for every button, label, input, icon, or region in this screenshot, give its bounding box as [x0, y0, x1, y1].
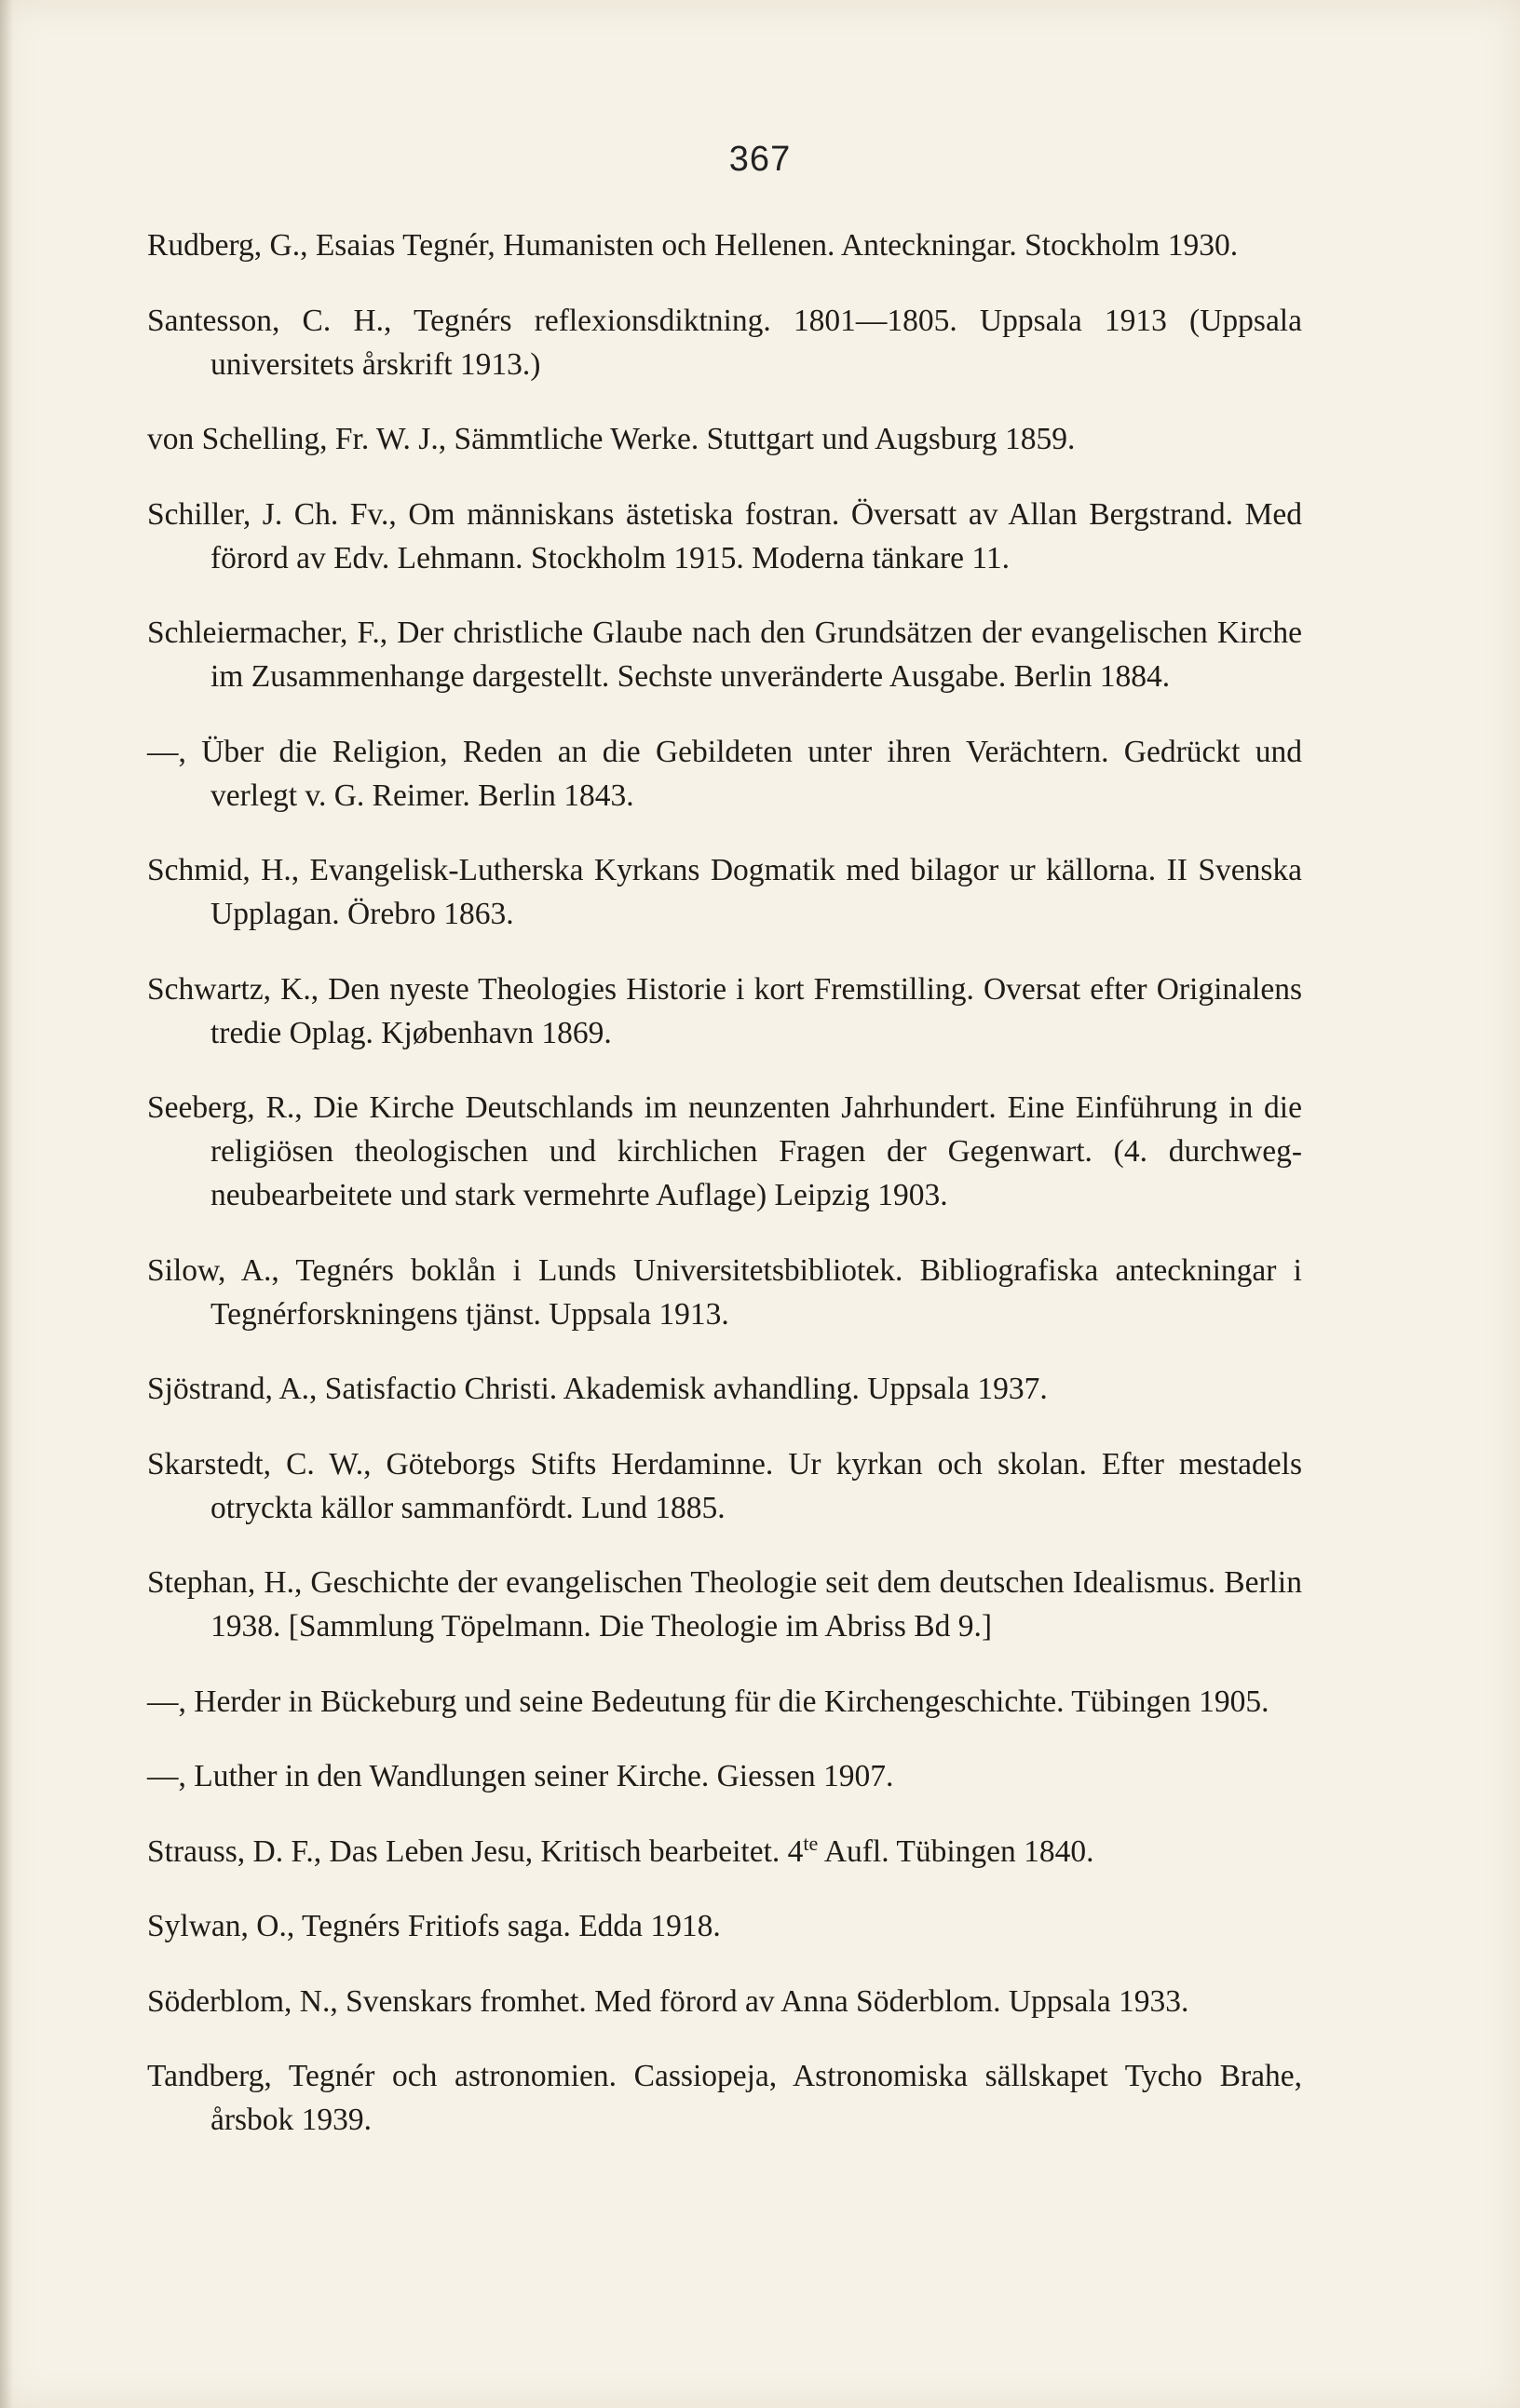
bibliography-entry: Schiller, J. Ch. Fv., Om människans ästetiska fostran. Översatt av Allan Bergstrand. Med förord av Edv. Lehmann. Stockholm 1915. Moderna tänkare 11.	[147, 496, 1302, 575]
bibliography-entry: Santesson, C. H., Tegnérs reflexionsdiktning. 1801—1805. Uppsala 1913 (Uppsala universitets årskrift 1913.)	[147, 303, 1302, 382]
bibliography-entry: Schwartz, K., Den nyeste Theologies Historie i kort Fremstilling. Oversat efter Originalens tredie Oplag. Kjøbenhavn 1869.	[147, 971, 1302, 1050]
bibliography-entry: —, Über die Religion, Reden an die Gebildeten unter ihren Verächtern. Gedrückt und verlegt v. G. Reimer. Berlin 1843.	[147, 734, 1302, 813]
bibliography-entry: Schmid, H., Evangelisk-Lutherska Kyrkans Dogmatik med bilagor ur källorna. II Svenska Upplagan. Örebro 1863.	[147, 853, 1302, 931]
bibliography-entry: Sjöstrand, A., Satisfactio Christi. Akademisk avhandling. Uppsala 1937.	[147, 1372, 1048, 1406]
bibliography-entry: Sylwan, O., Tegnérs Fritiofs saga. Edda 1918.	[147, 1909, 721, 1943]
bibliography-entry: Stephan, H., Geschichte der evangelischen Theologie seit dem deutschen Idealismus. Berlin 1938. [Sammlung Töpelmann. Die Theologie im Abriss Bd 9.]	[147, 1565, 1302, 1644]
entry-text-after: Aufl. Tübingen 1840.	[818, 1833, 1094, 1869]
bibliography-entry: Seeberg, R., Die Kirche Deutschlands im neunzenten Jahrhundert. Eine Einführung in die religiösen theologischen und kirchlichen Fragen der Gegenwart. (4. durchweg-neubearbeitete und stark vermehrte Auflage) Leipzig 1903.	[147, 1090, 1302, 1212]
superscript-ordinal: te	[803, 1831, 819, 1855]
bibliography-list	[147, 223, 1302, 2144]
bibliography-entry: Skarstedt, C. W., Göteborgs Stifts Herdaminne. Ur kyrkan och skolan. Efter mestadels otryckta källor sammanfördt. Lund 1885.	[147, 1446, 1302, 1525]
bibliography-entry: Rudberg, G., Esaias Tegnér, Humanisten och Hellenen. Anteckningar. Stockholm 1930.	[147, 228, 1239, 263]
entry-text-before: Strauss, D. F., Das Leben Jesu, Kritisch bearbeitet. 4	[147, 1833, 804, 1869]
bibliography-entry: —, Herder in Bückeburg und seine Bedeutung für die Kirchengeschichte. Tübingen 1905.	[147, 1684, 1269, 1719]
bibliography-entry: Silow, A., Tegnérs boklån i Lunds Universitetsbibliotek. Bibliografiska anteckningar i Tegnérforskningens tjänst. Uppsala 1913.	[147, 1252, 1302, 1332]
bibliography-entry: Schleiermacher, F., Der christliche Glaube nach den Grundsätzen der evangelischen Kirche im Zusammenhange dargestellt. Sechste unveränderte Ausgabe. Berlin 1884.	[147, 616, 1302, 694]
page-edge-shadow	[0, 0, 13, 2408]
bibliography-entry: —, Luther in den Wandlungen seiner Kirche. Giessen 1907.	[147, 1759, 894, 1793]
page-number: 367	[728, 140, 792, 179]
bibliography-entry	[147, 1830, 1302, 1874]
bibliography-entry: Söderblom, N., Svenskars fromhet. Med förord av Anna Söderblom. Uppsala 1933.	[147, 1983, 1189, 2019]
bibliography-entry: Tandberg, Tegnér och astronomien. Cassiopeja, Astronomiska sällskapet Tycho Brahe, årsbok 1939.	[147, 2059, 1302, 2137]
bibliography-entry: von Schelling, Fr. W. J., Sämmtliche Werke. Stuttgart und Augsburg 1859.	[147, 422, 1076, 456]
